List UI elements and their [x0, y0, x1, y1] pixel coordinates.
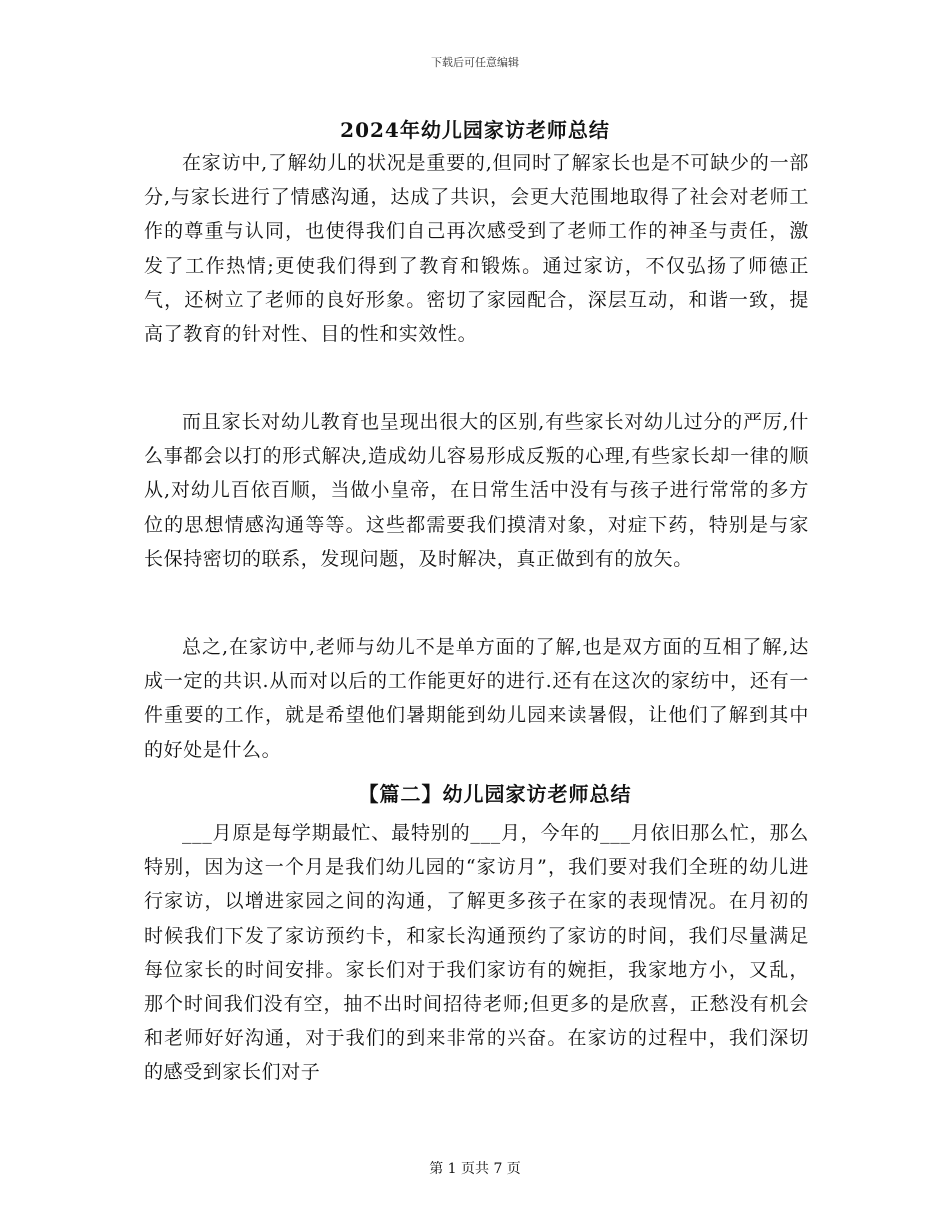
- paragraph-3: 总之,在家访中,老师与幼儿不是单方面的了解,也是双方面的互相了解,达成一定的共识.从而对以后的工作能更好的进行.还有在这次的家纺中，还有一件重要的工作，就是希望他们暑期能到幼儿园来读暑假，让他们了解到其中的好处是什么。: [144, 636, 809, 761]
- section-2-title: 【篇二】幼儿园家访老师总结: [358, 782, 632, 806]
- page-number: 第 1 页共 7 页: [429, 1161, 521, 1177]
- section-2-paragraph: ___月原是每学期最忙、最特别的___月，今年的___月依旧那么忙，那么特别，因为这一个月是我们幼儿园的“家访月”，我们要对我们全班的幼儿进行家访，以增进家园之间的沟通，了解更多孩子在家的表现情况。在月初的时候我们下发了家访预约卡，和家长沟通预约了家访的时间，我们尽量满足每位家长的时间安排。家长们对于我们家访有的婉拒，我家地方小，又乱，那个时间我们没有空，抽不出时间招待老师;但更多的是欣喜，正愁没有机会和老师好好沟通，对于我们的到来非常的兴奋。在家访的过程中，我们深切的感受到家长们对子: [144, 822, 809, 1084]
- paragraph-1: 在家访中,了解幼儿的状况是重要的,但同时了解家长也是不可缺少的一部分,与家长进行了情感沟通，达成了共识，会更大范围地取得了社会对老师工作的尊重与认同，也使得我们自己再次感受到了老师工作的神圣与责任，激发了工作热情;更使我们得到了教育和锻炼。通过家访，不仅弘扬了师德正气，还树立了老师的良好形象。密切了家园配合，深层互动，和谐一致，提高了教育的针对性、目的性和实效性。: [144, 152, 809, 346]
- paragraph-2: 而且家长对幼儿教育也呈现出很大的区别,有些家长对幼儿过分的严厉,什么事都会以打的形式解决,造成幼儿容易形成反叛的心理,有些家长却一律的顺从,对幼儿百依百顺，当做小皇帝，在日常生活中没有与孩子进行常常的多方位的思想情感沟通等等。这些都需要我们摸清对象，对症下药，特别是与家长保持密切的联系，发现问题，及时解决，真正做到有的放矢。: [144, 411, 809, 570]
- header-note: 下载后可任意编辑: [431, 56, 519, 69]
- document-title: 2024年幼儿园家访老师总结: [340, 118, 610, 142]
